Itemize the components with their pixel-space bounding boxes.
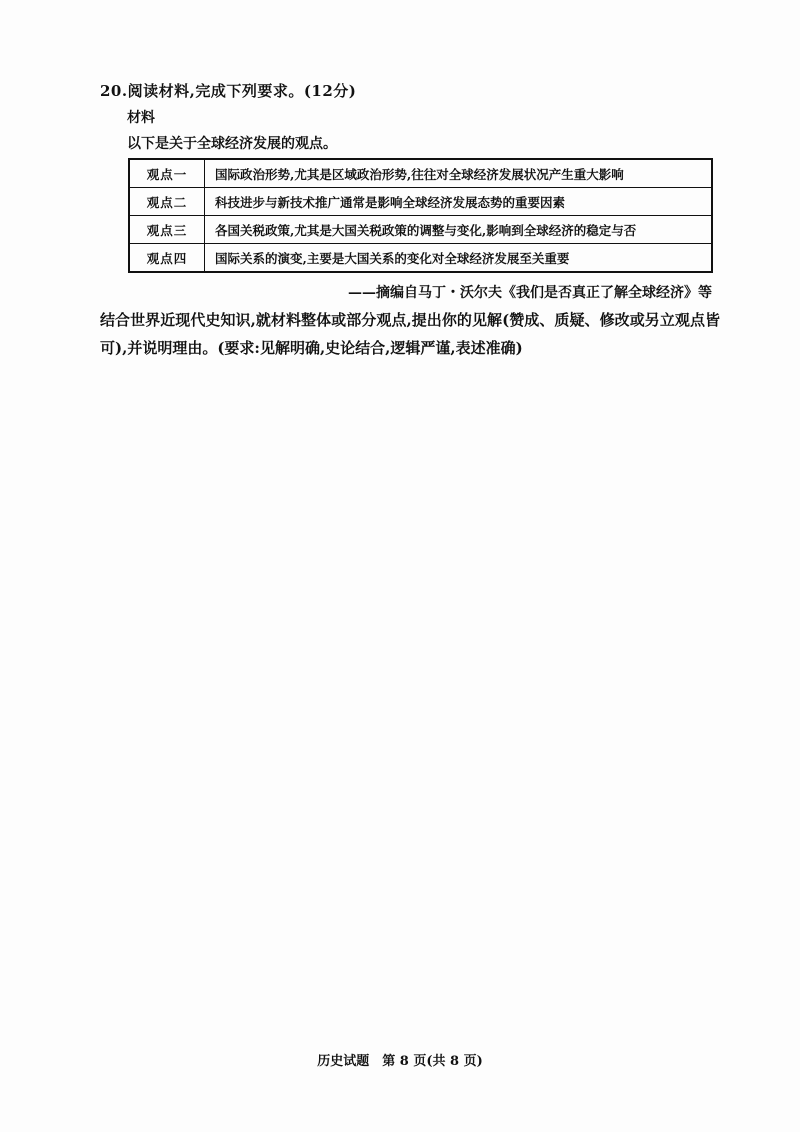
- source-citation: ——摘编自马丁・沃尔夫《我们是否真正了解全球经济》等: [348, 285, 712, 301]
- views-table: [128, 158, 713, 273]
- table-row: [129, 188, 712, 216]
- table-row: [129, 216, 712, 244]
- table-row: [129, 244, 712, 273]
- view-text: 各国关税政策,尤其是大国关税政策的调整与变化,影响到全球经济的稳定与否: [205, 216, 713, 244]
- page-footer: 历史试题 第 8 页(共 8 页): [317, 1054, 483, 1069]
- view-text: 国际政治形势,尤其是区域政治形势,往往对全球经济发展状况产生重大影响: [205, 159, 713, 188]
- view-label: 观点四: [129, 244, 205, 273]
- material-label: 材料: [127, 110, 155, 126]
- question-title: 20.阅读材料,完成下列要求。(12分): [100, 82, 357, 100]
- view-label: 观点三: [129, 216, 205, 244]
- table-row: [129, 159, 712, 188]
- material-intro: 以下是关于全球经济发展的观点。: [127, 136, 337, 152]
- view-label: 观点一: [129, 159, 205, 188]
- view-text: 科技进步与新技术推广通常是影响全球经济发展态势的重要因素: [205, 188, 713, 216]
- task-instructions: 结合世界近现代史知识,就材料整体或部分观点,提出你的见解(赞成、质疑、修改或另立观点皆可),并说明理由。(要求:见解明确,史论结合,逻辑严谨,表述准确): [100, 311, 720, 357]
- view-label: 观点二: [129, 188, 205, 216]
- view-text: 国际关系的演变,主要是大国关系的变化对全球经济发展至关重要: [205, 244, 713, 273]
